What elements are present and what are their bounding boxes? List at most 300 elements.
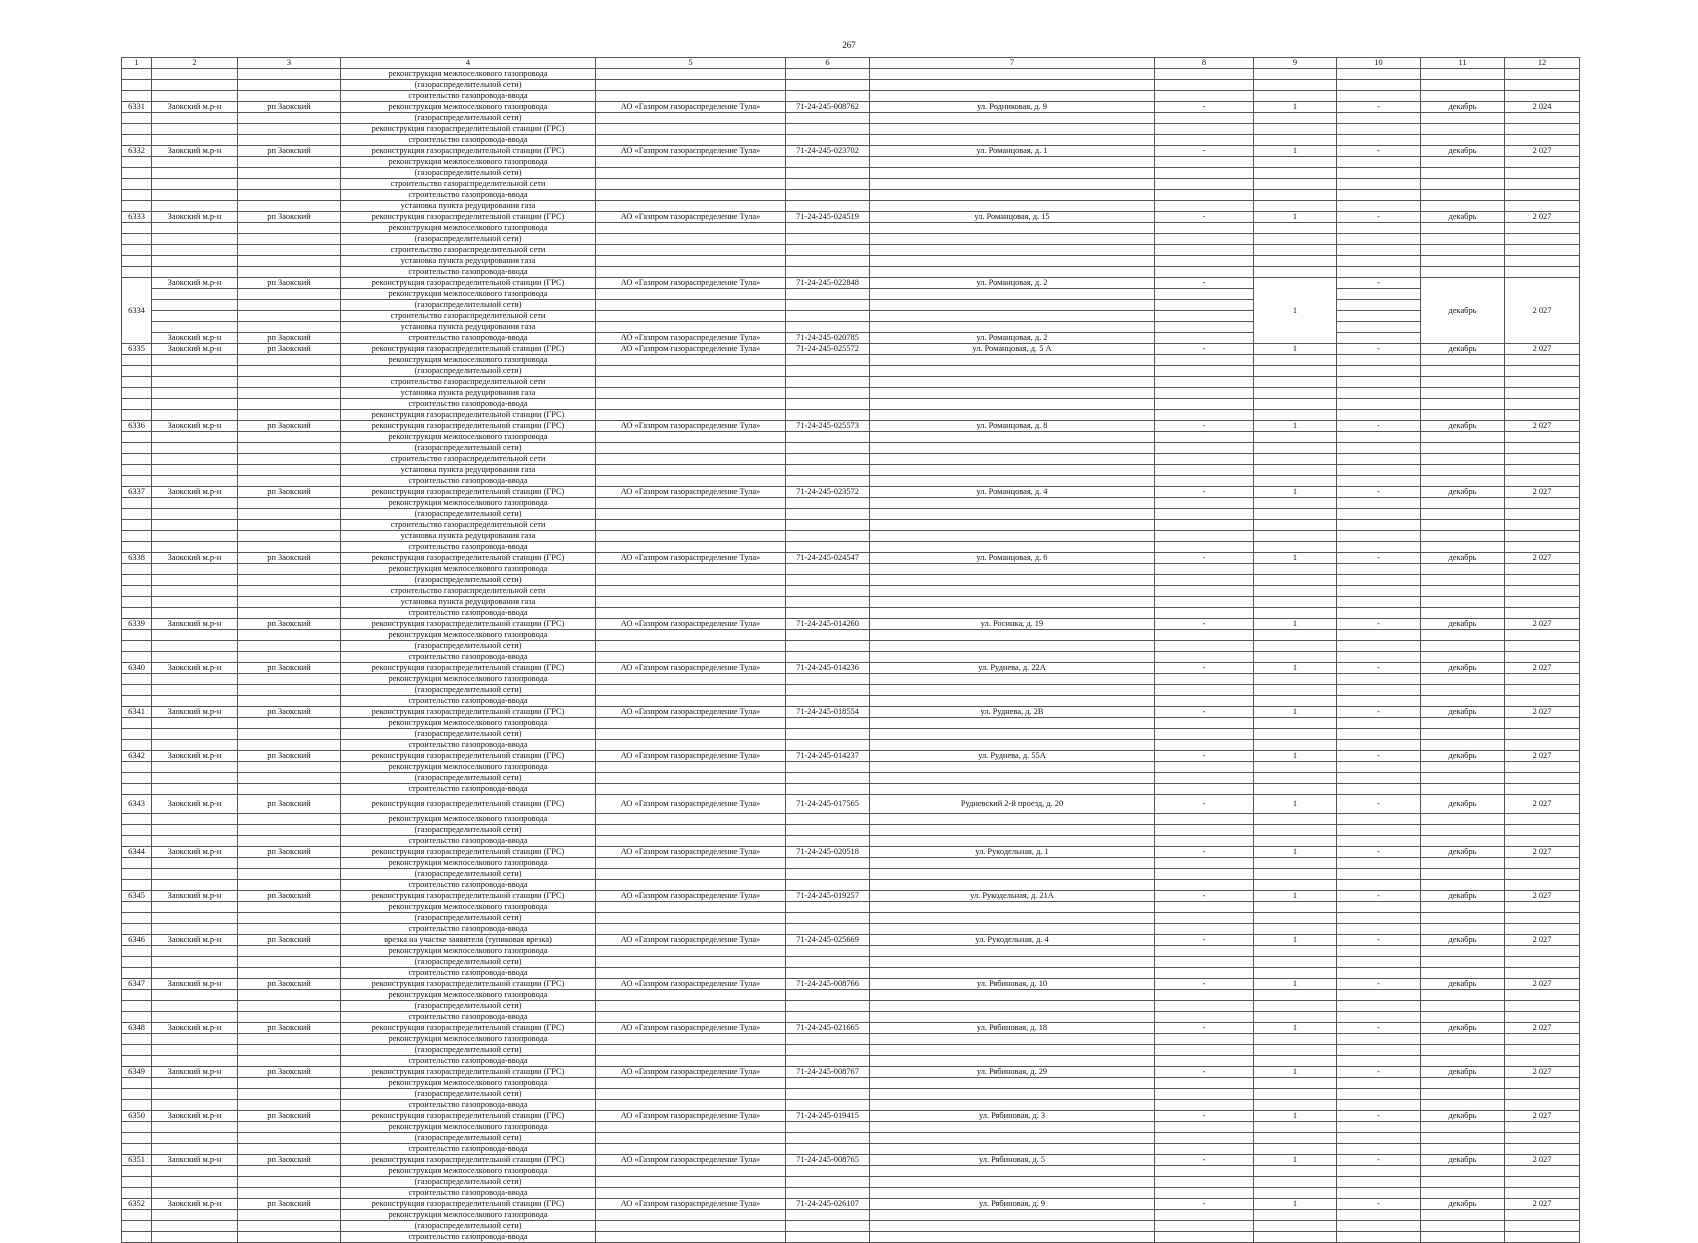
cell-settlement: рп Заокский [238, 146, 341, 157]
cell-settlement [238, 410, 341, 421]
cell-address: ул. Рябиновая, д. 18 [870, 1023, 1155, 1034]
table-row [122, 990, 1580, 1001]
cell-year [1505, 825, 1580, 836]
cell-col10: - [1337, 1155, 1421, 1166]
cell-org [596, 1100, 786, 1111]
cell-col10 [1337, 674, 1421, 685]
cell-code [786, 454, 870, 465]
cell-settlement [238, 586, 341, 597]
cell-col10 [1337, 729, 1421, 740]
cell-col8 [1155, 630, 1254, 641]
cell-no [122, 990, 152, 1001]
cell-org [596, 498, 786, 509]
cell-month [1421, 509, 1505, 520]
cell-col10 [1337, 432, 1421, 443]
cell-org [596, 135, 786, 146]
cell-col9 [1254, 1012, 1337, 1023]
objects-table [121, 57, 1580, 1243]
cell-col8 [1155, 641, 1254, 652]
cell-address: ул. Росинка, д. 19 [870, 619, 1155, 630]
cell-col10: - [1337, 795, 1421, 814]
cell-settlement [238, 135, 341, 146]
cell-no: 6345 [122, 891, 152, 902]
cell-work: реконструкция межпоселкового газопровода [341, 630, 596, 641]
cell-year [1505, 762, 1580, 773]
column-header-3: 3 [238, 58, 341, 69]
cell-work: реконструкция газораспределительной станции (ГРС) [341, 1023, 596, 1034]
cell-col10 [1337, 564, 1421, 575]
cell-col10 [1337, 542, 1421, 553]
cell-org [596, 267, 786, 278]
cell-settlement [238, 1100, 341, 1111]
cell-district [152, 267, 238, 278]
cell-code [786, 1122, 870, 1133]
table-row [122, 762, 1580, 773]
cell-col10 [1337, 1001, 1421, 1012]
cell-col9: 1 [1254, 278, 1337, 344]
cell-district [152, 80, 238, 91]
cell-col9 [1254, 1210, 1337, 1221]
cell-col10 [1337, 168, 1421, 179]
cell-code [786, 814, 870, 825]
cell-col9 [1254, 432, 1337, 443]
cell-col9 [1254, 388, 1337, 399]
cell-district: Заокский м.р-н [152, 102, 238, 113]
cell-work: строительство газопровода-ввода [341, 542, 596, 553]
cell-address [870, 924, 1155, 935]
cell-district [152, 410, 238, 421]
table-row [122, 685, 1580, 696]
cell-no [122, 245, 152, 256]
cell-address [870, 190, 1155, 201]
cell-empty [596, 91, 786, 102]
cell-year [1505, 990, 1580, 1001]
cell-year [1505, 410, 1580, 421]
table-row [122, 300, 1580, 311]
cell-year [1505, 641, 1580, 652]
cell-work: реконструкция межпоселкового газопровода [341, 1210, 596, 1221]
cell-work: реконструкция газораспределительной станции (ГРС) [341, 421, 596, 432]
cell-settlement [238, 718, 341, 729]
cell-work: реконструкция газораспределительной станции (ГРС) [341, 619, 596, 630]
cell-col10 [1337, 366, 1421, 377]
table-row [122, 773, 1580, 784]
cell-month [1421, 784, 1505, 795]
cell-month [1421, 1045, 1505, 1056]
cell-org: АО «Газпром газораспределение Тула» [596, 146, 786, 157]
cell-settlement [238, 300, 341, 311]
cell-address [870, 1166, 1155, 1177]
cell-district [152, 1144, 238, 1155]
cell-district [152, 69, 238, 80]
cell-address: ул. Рябиновая, д. 3 [870, 1111, 1155, 1122]
cell-code: 71-24-245-026107 [786, 1199, 870, 1210]
cell-empty [1421, 80, 1505, 91]
cell-month [1421, 913, 1505, 924]
cell-col9 [1254, 1144, 1337, 1155]
table-row [122, 278, 1580, 289]
cell-work: реконструкция межпоселкового газопровода [341, 223, 596, 234]
cell-col9: 1 [1254, 1155, 1337, 1166]
cell-year: 2 027 [1505, 344, 1580, 355]
cell-org: АО «Газпром газораспределение Тула» [596, 1111, 786, 1122]
cell-settlement: рп Заокский [238, 1199, 341, 1210]
cell-settlement [238, 575, 341, 586]
cell-org [596, 124, 786, 135]
cell-col9: 1 [1254, 751, 1337, 762]
table-row [122, 498, 1580, 509]
cell-month [1421, 531, 1505, 542]
cell-col8: - [1155, 619, 1254, 630]
cell-work: реконструкция межпоселкового газопровода [341, 1078, 596, 1089]
cell-work: (газораспределительной сети) [341, 869, 596, 880]
cell-district [152, 1100, 238, 1111]
cell-work: реконструкция газораспределительной станции (ГРС) [341, 891, 596, 902]
cell-work: строительство газопровода-ввода [341, 1188, 596, 1199]
cell-work: строительство газопровода-ввода [341, 740, 596, 751]
cell-col9 [1254, 586, 1337, 597]
cell-district: Заокский м.р-н [152, 553, 238, 564]
cell-month [1421, 1144, 1505, 1155]
cell-org [596, 179, 786, 190]
cell-col8 [1155, 957, 1254, 968]
cell-no [122, 1188, 152, 1199]
cell-col8 [1155, 784, 1254, 795]
cell-col9 [1254, 825, 1337, 836]
cell-work: строительство газопровода-ввода [341, 135, 596, 146]
cell-no: 6333 [122, 212, 152, 223]
cell-district [152, 630, 238, 641]
cell-settlement [238, 641, 341, 652]
cell-no: 6340 [122, 663, 152, 674]
cell-district [152, 641, 238, 652]
cell-work: строительство газопровода-ввода [341, 968, 596, 979]
cell-year [1505, 858, 1580, 869]
cell-year [1505, 432, 1580, 443]
table-row [122, 1144, 1580, 1155]
cell-district [152, 946, 238, 957]
cell-code: 71-24-245-019415 [786, 1111, 870, 1122]
cell-month: декабрь [1421, 146, 1505, 157]
cell-col10: - [1337, 619, 1421, 630]
table-row [122, 858, 1580, 869]
cell-col9 [1254, 1078, 1337, 1089]
cell-col10 [1337, 913, 1421, 924]
cell-address: ул. Рябиновая, д. 29 [870, 1067, 1155, 1078]
cell-month [1421, 388, 1505, 399]
cell-no [122, 1166, 152, 1177]
cell-year [1505, 1089, 1580, 1100]
cell-settlement [238, 366, 341, 377]
cell-address [870, 1056, 1155, 1067]
cell-col9 [1254, 1133, 1337, 1144]
table-row [122, 311, 1580, 322]
cell-col10 [1337, 465, 1421, 476]
cell-code [786, 124, 870, 135]
cell-year [1505, 267, 1580, 278]
cell-year [1505, 773, 1580, 784]
cell-month [1421, 825, 1505, 836]
cell-org: АО «Газпром газораспределение Тула» [596, 278, 786, 289]
cell-month [1421, 740, 1505, 751]
cell-settlement: рп Заокский [238, 1155, 341, 1166]
cell-district [152, 869, 238, 880]
cell-col8 [1155, 674, 1254, 685]
cell-work: реконструкция газораспределительной станции (ГРС) [341, 751, 596, 762]
table-row [122, 935, 1580, 946]
cell-address: ул. Романцовая, д. 4 [870, 487, 1155, 498]
cell-col9 [1254, 696, 1337, 707]
cell-no [122, 531, 152, 542]
cell-org [596, 1144, 786, 1155]
cell-no [122, 825, 152, 836]
cell-col8 [1155, 1100, 1254, 1111]
cell-settlement [238, 498, 341, 509]
cell-col9 [1254, 1100, 1337, 1111]
cell-org [596, 586, 786, 597]
cell-code [786, 1210, 870, 1221]
cell-address [870, 498, 1155, 509]
cell-no: 6346 [122, 935, 152, 946]
cell-settlement: рп Заокский [238, 935, 341, 946]
cell-district [152, 1232, 238, 1243]
cell-address [870, 256, 1155, 267]
cell-col8 [1155, 223, 1254, 234]
cell-settlement: рп Заокский [238, 102, 341, 113]
cell-work: реконструкция межпоселкового газопровода [341, 1166, 596, 1177]
cell-year [1505, 135, 1580, 146]
cell-col8: - [1155, 847, 1254, 858]
cell-month [1421, 946, 1505, 957]
cell-month [1421, 168, 1505, 179]
cell-code: 71-24-245-008767 [786, 1067, 870, 1078]
cell-code [786, 443, 870, 454]
cell-no [122, 718, 152, 729]
cell-address [870, 1144, 1155, 1155]
cell-col9: 1 [1254, 421, 1337, 432]
cell-col10 [1337, 190, 1421, 201]
cell-address [870, 135, 1155, 146]
cell-no: 6331 [122, 102, 152, 113]
cell-year [1505, 190, 1580, 201]
cell-month [1421, 520, 1505, 531]
cell-work: строительство газопровода-ввода [341, 1056, 596, 1067]
cell-work: реконструкция газораспределительной станции (ГРС) [341, 344, 596, 355]
cell-month [1421, 1166, 1505, 1177]
cell-settlement [238, 1122, 341, 1133]
cell-settlement [238, 1001, 341, 1012]
cell-org [596, 685, 786, 696]
cell-settlement [238, 69, 341, 80]
cell-code [786, 157, 870, 168]
cell-col9 [1254, 990, 1337, 1001]
cell-address [870, 124, 1155, 135]
cell-district [152, 234, 238, 245]
cell-work: строительство газопровода-ввода [341, 1012, 596, 1023]
cell-code: 71-24-245-017565 [786, 795, 870, 814]
cell-address [870, 388, 1155, 399]
cell-code [786, 1166, 870, 1177]
cell-work: реконструкция газораспределительной станции (ГРС) [341, 1155, 596, 1166]
cell-month: декабрь [1421, 707, 1505, 718]
cell-col8 [1155, 1012, 1254, 1023]
cell-year [1505, 586, 1580, 597]
cell-col10 [1337, 1122, 1421, 1133]
cell-year [1505, 957, 1580, 968]
cell-col8: - [1155, 751, 1254, 762]
cell-district [152, 1056, 238, 1067]
cell-work: реконструкция межпоселкового газопровода [341, 762, 596, 773]
cell-month [1421, 1001, 1505, 1012]
cell-col10 [1337, 968, 1421, 979]
cell-org [596, 784, 786, 795]
cell-code [786, 520, 870, 531]
cell-code: 71-24-245-025669 [786, 935, 870, 946]
cell-no [122, 157, 152, 168]
cell-district [152, 377, 238, 388]
table-row [122, 1221, 1580, 1232]
cell-year [1505, 476, 1580, 487]
cell-year [1505, 366, 1580, 377]
table-row [122, 1045, 1580, 1056]
cell-col8: - [1155, 1023, 1254, 1034]
cell-org [596, 410, 786, 421]
cell-col10: - [1337, 1199, 1421, 1210]
cell-col8 [1155, 289, 1254, 300]
cell-settlement [238, 1056, 341, 1067]
cell-district [152, 608, 238, 619]
cell-col8 [1155, 575, 1254, 586]
cell-org: АО «Газпром газораспределение Тула» [596, 891, 786, 902]
cell-col9: 1 [1254, 344, 1337, 355]
table-row [122, 124, 1580, 135]
cell-settlement [238, 924, 341, 935]
cell-col8: - [1155, 1067, 1254, 1078]
cell-work: (газораспределительной сети) [341, 366, 596, 377]
cell-org [596, 902, 786, 913]
cell-district [152, 289, 238, 300]
cell-col8 [1155, 1188, 1254, 1199]
cell-no [122, 773, 152, 784]
cell-col10 [1337, 1166, 1421, 1177]
cell-col10: - [1337, 935, 1421, 946]
cell-code [786, 399, 870, 410]
table-row [122, 619, 1580, 630]
table-row [122, 1056, 1580, 1067]
cell-col10 [1337, 784, 1421, 795]
cell-month [1421, 652, 1505, 663]
cell-col8: - [1155, 663, 1254, 674]
cell-col9 [1254, 608, 1337, 619]
cell-address [870, 322, 1155, 333]
cell-year: 2 027 [1505, 935, 1580, 946]
table-row [122, 333, 1580, 344]
cell-settlement: рп Заокский [238, 1067, 341, 1078]
cell-address [870, 957, 1155, 968]
cell-col9 [1254, 957, 1337, 968]
cell-empty [596, 69, 786, 80]
cell-year [1505, 608, 1580, 619]
cell-org [596, 531, 786, 542]
cell-work: (газораспределительной сети) [341, 1133, 596, 1144]
cell-code [786, 652, 870, 663]
cell-address: ул. Романцовая, д. 2 [870, 333, 1155, 344]
cell-year [1505, 1001, 1580, 1012]
cell-district: Заокский м.р-н [152, 333, 238, 344]
cell-settlement [238, 1232, 341, 1243]
cell-code [786, 784, 870, 795]
cell-org [596, 869, 786, 880]
cell-col8 [1155, 1078, 1254, 1089]
cell-no [122, 858, 152, 869]
cell-col9: 1 [1254, 619, 1337, 630]
cell-settlement [238, 869, 341, 880]
cell-settlement [238, 1221, 341, 1232]
cell-district: Заокский м.р-н [152, 421, 238, 432]
cell-code [786, 825, 870, 836]
cell-col10 [1337, 1034, 1421, 1045]
cell-work: установка пункта редуцирования газа [341, 465, 596, 476]
cell-no: 6350 [122, 1111, 152, 1122]
cell-code: 71-24-245-023702 [786, 146, 870, 157]
table-row [122, 718, 1580, 729]
table-row [122, 825, 1580, 836]
cell-district [152, 542, 238, 553]
cell-no: 6335 [122, 344, 152, 355]
cell-empty [1505, 91, 1580, 102]
cell-col9 [1254, 223, 1337, 234]
table-row [122, 913, 1580, 924]
cell-no [122, 597, 152, 608]
cell-org: АО «Газпром газораспределение Тула» [596, 663, 786, 674]
table-row [122, 1155, 1580, 1166]
cell-district [152, 91, 238, 102]
cell-settlement [238, 289, 341, 300]
cell-col9: 1 [1254, 663, 1337, 674]
cell-code [786, 1001, 870, 1012]
table-row [122, 674, 1580, 685]
column-header-6: 6 [786, 58, 870, 69]
cell-district [152, 575, 238, 586]
cell-month [1421, 814, 1505, 825]
cell-org: АО «Газпром газораспределение Тула» [596, 979, 786, 990]
cell-district: Заокский м.р-н [152, 1023, 238, 1034]
cell-work: строительство газопровода-ввода [341, 91, 596, 102]
cell-code [786, 377, 870, 388]
cell-address [870, 465, 1155, 476]
cell-col8 [1155, 825, 1254, 836]
cell-col9 [1254, 1034, 1337, 1045]
cell-address [870, 113, 1155, 124]
table-row [122, 1100, 1580, 1111]
cell-col9 [1254, 1045, 1337, 1056]
cell-work: реконструкция газораспределительной станции (ГРС) [341, 553, 596, 564]
cell-col10 [1337, 902, 1421, 913]
cell-col9 [1254, 784, 1337, 795]
cell-settlement [238, 564, 341, 575]
cell-settlement [238, 432, 341, 443]
cell-district: Заокский м.р-н [152, 663, 238, 674]
cell-col9 [1254, 157, 1337, 168]
cell-no: 6347 [122, 979, 152, 990]
cell-work: реконструкция газораспределительной станции (ГРС) [341, 707, 596, 718]
cell-month: декабрь [1421, 102, 1505, 113]
cell-col8 [1155, 113, 1254, 124]
cell-work: (газораспределительной сети) [341, 1045, 596, 1056]
cell-col9 [1254, 773, 1337, 784]
cell-address [870, 366, 1155, 377]
cell-month: декабрь [1421, 979, 1505, 990]
